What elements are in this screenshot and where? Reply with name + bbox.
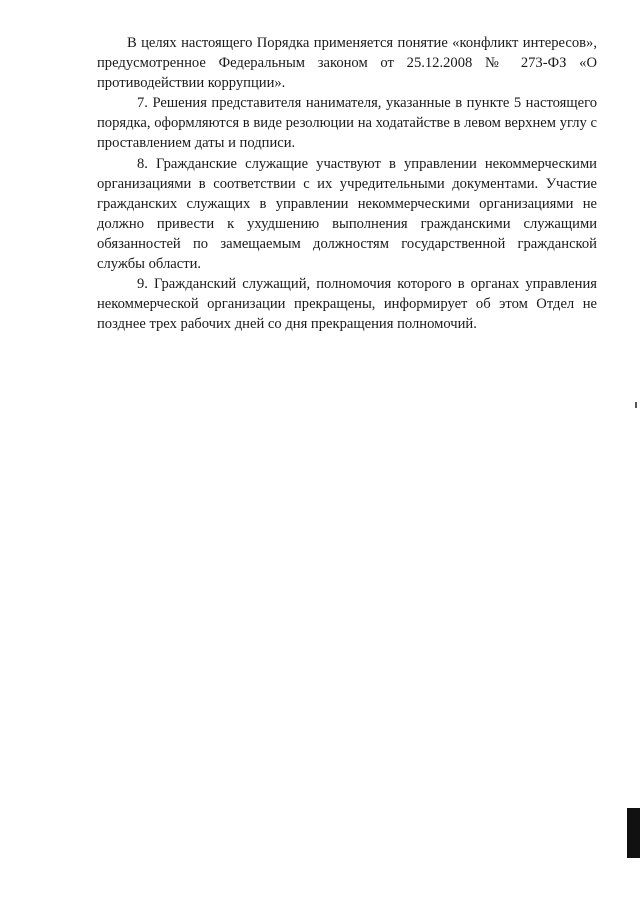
paragraph-item-7: 7. Решения представителя нанимателя, указанные в пункте 5 настоящего порядка, оформляются в виде резолюции на ходатайстве в левом верхнем углу с проставлением даты и подписи.: [97, 95, 597, 152]
paragraph-item-9: 9. Гражданский служащий, полномочия которого в органах управления некоммерческой организации прекращены, информирует об этом Отдел не позднее трех рабочих дней со дня прекращения полномочий.: [97, 276, 597, 333]
scan-edge-block: [627, 808, 640, 858]
paragraph-conflict-of-interest: В целях настоящего Порядка применяется понятие «конфликт интересов», предусмотренное Федеральным законом от 25.12.2008 № 273-ФЗ «О противодействии коррупции».: [97, 35, 597, 92]
document-body: [97, 33, 597, 334]
scan-edge-mark: [635, 402, 637, 408]
paragraph-item-8: 8. Гражданские служащие участвуют в управлении некоммерческими организациями в соответствии с их учредительными документами. Участие гражданских служащих в управлении некоммерческими организациями не должно привести к ухудшению выполнения гражданскими служащими обязанностей по замещаемым должностям государственной гражданской службы области.: [97, 155, 597, 273]
